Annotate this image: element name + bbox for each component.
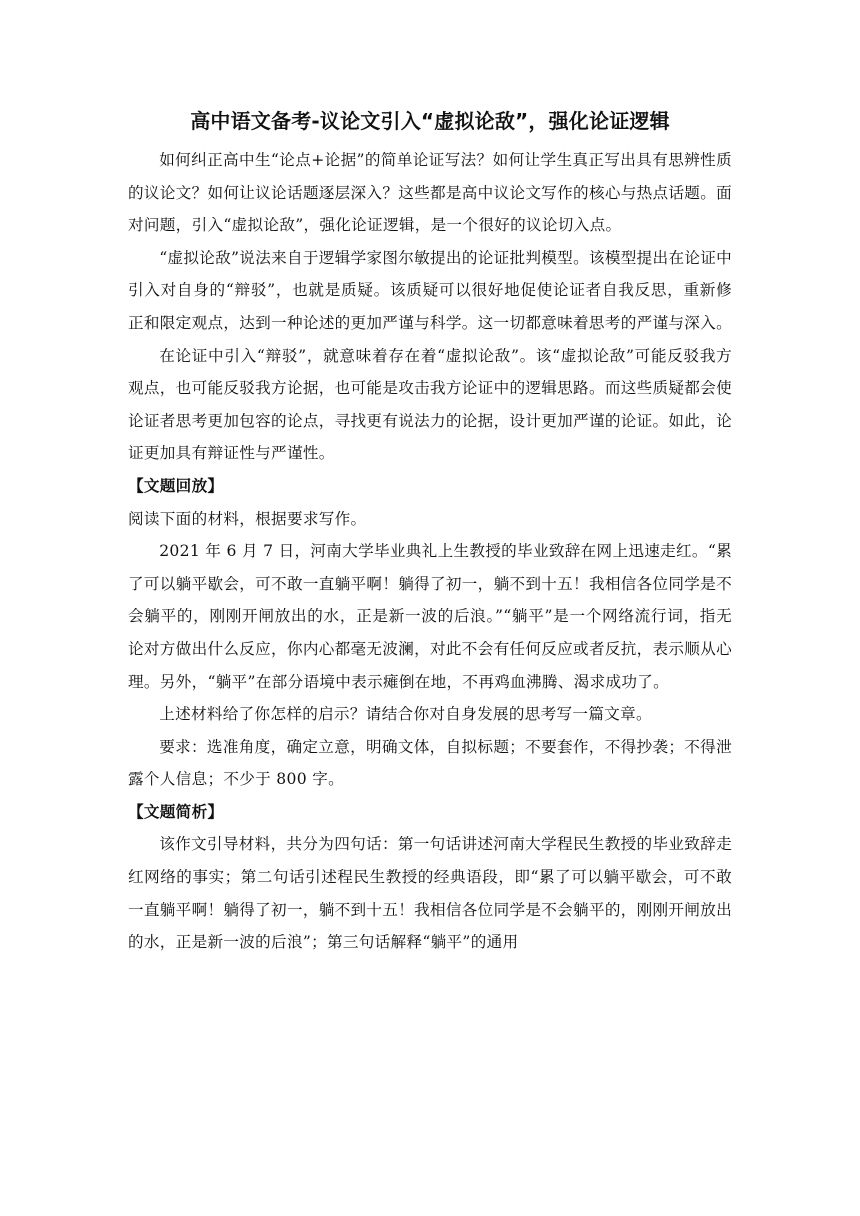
section-heading-prompt: 【文题回放】: [128, 476, 224, 495]
prompt-question: 上述材料给了你怎样的启示？请结合你对自身发展的思考写一篇文章。: [159, 705, 652, 724]
intro-paragraph-1: 如何纠正高中生“论点+论据”的简单论证写法？如何让学生真正写出具有思辨性质的议论文？如何让议论话题逐层深入？这些都是高中议论文写作的核心与热点话题。面对问题，引入“虚拟论敌”，强化论证逻辑，是一个很好的议论切入点。: [128, 151, 732, 235]
intro-paragraph-2: “虚拟论敌”说法来自于逻辑学家图尔敏提出的论证批判模型。该模型提出在论证中引入对自身的“辩驳”，也就是质疑。该质疑可以很好地促使论证者自我反思，重新修正和限定观点，达到一种论述的更加严谨与科学。这一切都意味着思考的严谨与深入。: [128, 248, 733, 332]
intro-paragraph-3: 在论证中引入“辩驳”，就意味着存在着“虚拟论敌”。该“虚拟论敌”可能反驳我方观点，也可能反驳我方论据，也可能是攻击我方论证中的逻辑思路。而这些质疑都会使论证者思考更加包容的论点，寻找更有说法力的论据，设计更加严谨的论证。如此，论证更加具有辩证性与严谨性。: [128, 346, 732, 463]
prompt-lead: 阅读下面的材料，根据要求写作。: [128, 509, 367, 528]
analysis-paragraph: 该作文引导材料，共分为四句话：第一句话讲述河南大学程民生教授的毕业致辞走红网络的事实；第二句话引述程民生教授的经典语段，即“累了可以躺平歇会，可不敢一直躺平啊！躺得了初一，躺不到十五！我相信各位同学是不会躺平的，刚刚开闸放出的水，正是新一波的后浪”；第三句话解释“躺平”的通用: [128, 835, 732, 952]
document-title: 高中语文备考-议论文引入“虚拟论敌”，强化论证逻辑: [190, 109, 670, 133]
prompt-requirements: 要求：选准角度，确定立意，明确文体，自拟标题；不要套作，不得抄袭；不得泄露个人信息；不少于 800 字。: [128, 737, 732, 789]
document-body: [128, 100, 732, 959]
prompt-material: 2021 年 6 月 7 日，河南大学毕业典礼上生教授的毕业致辞在网上迅速走红。“累了可以躺平歇会，可不敢一直躺平啊！躺得了初一，躺不到十五！我相信各位同学是不会躺平的，刚刚开闸放出的水，正是新一波的后浪。”“躺平”是一个网络流行词，指无论对方做出什么反应，你内心都毫无波澜，对此不会有任何反应或者反抗，表示顺从心理。另外，“躺平”在部分语境中表示瘫倒在地，不再鸡血沸腾、渴求成功了。: [128, 542, 732, 691]
section-heading-analysis: 【文题简析】: [128, 802, 224, 821]
